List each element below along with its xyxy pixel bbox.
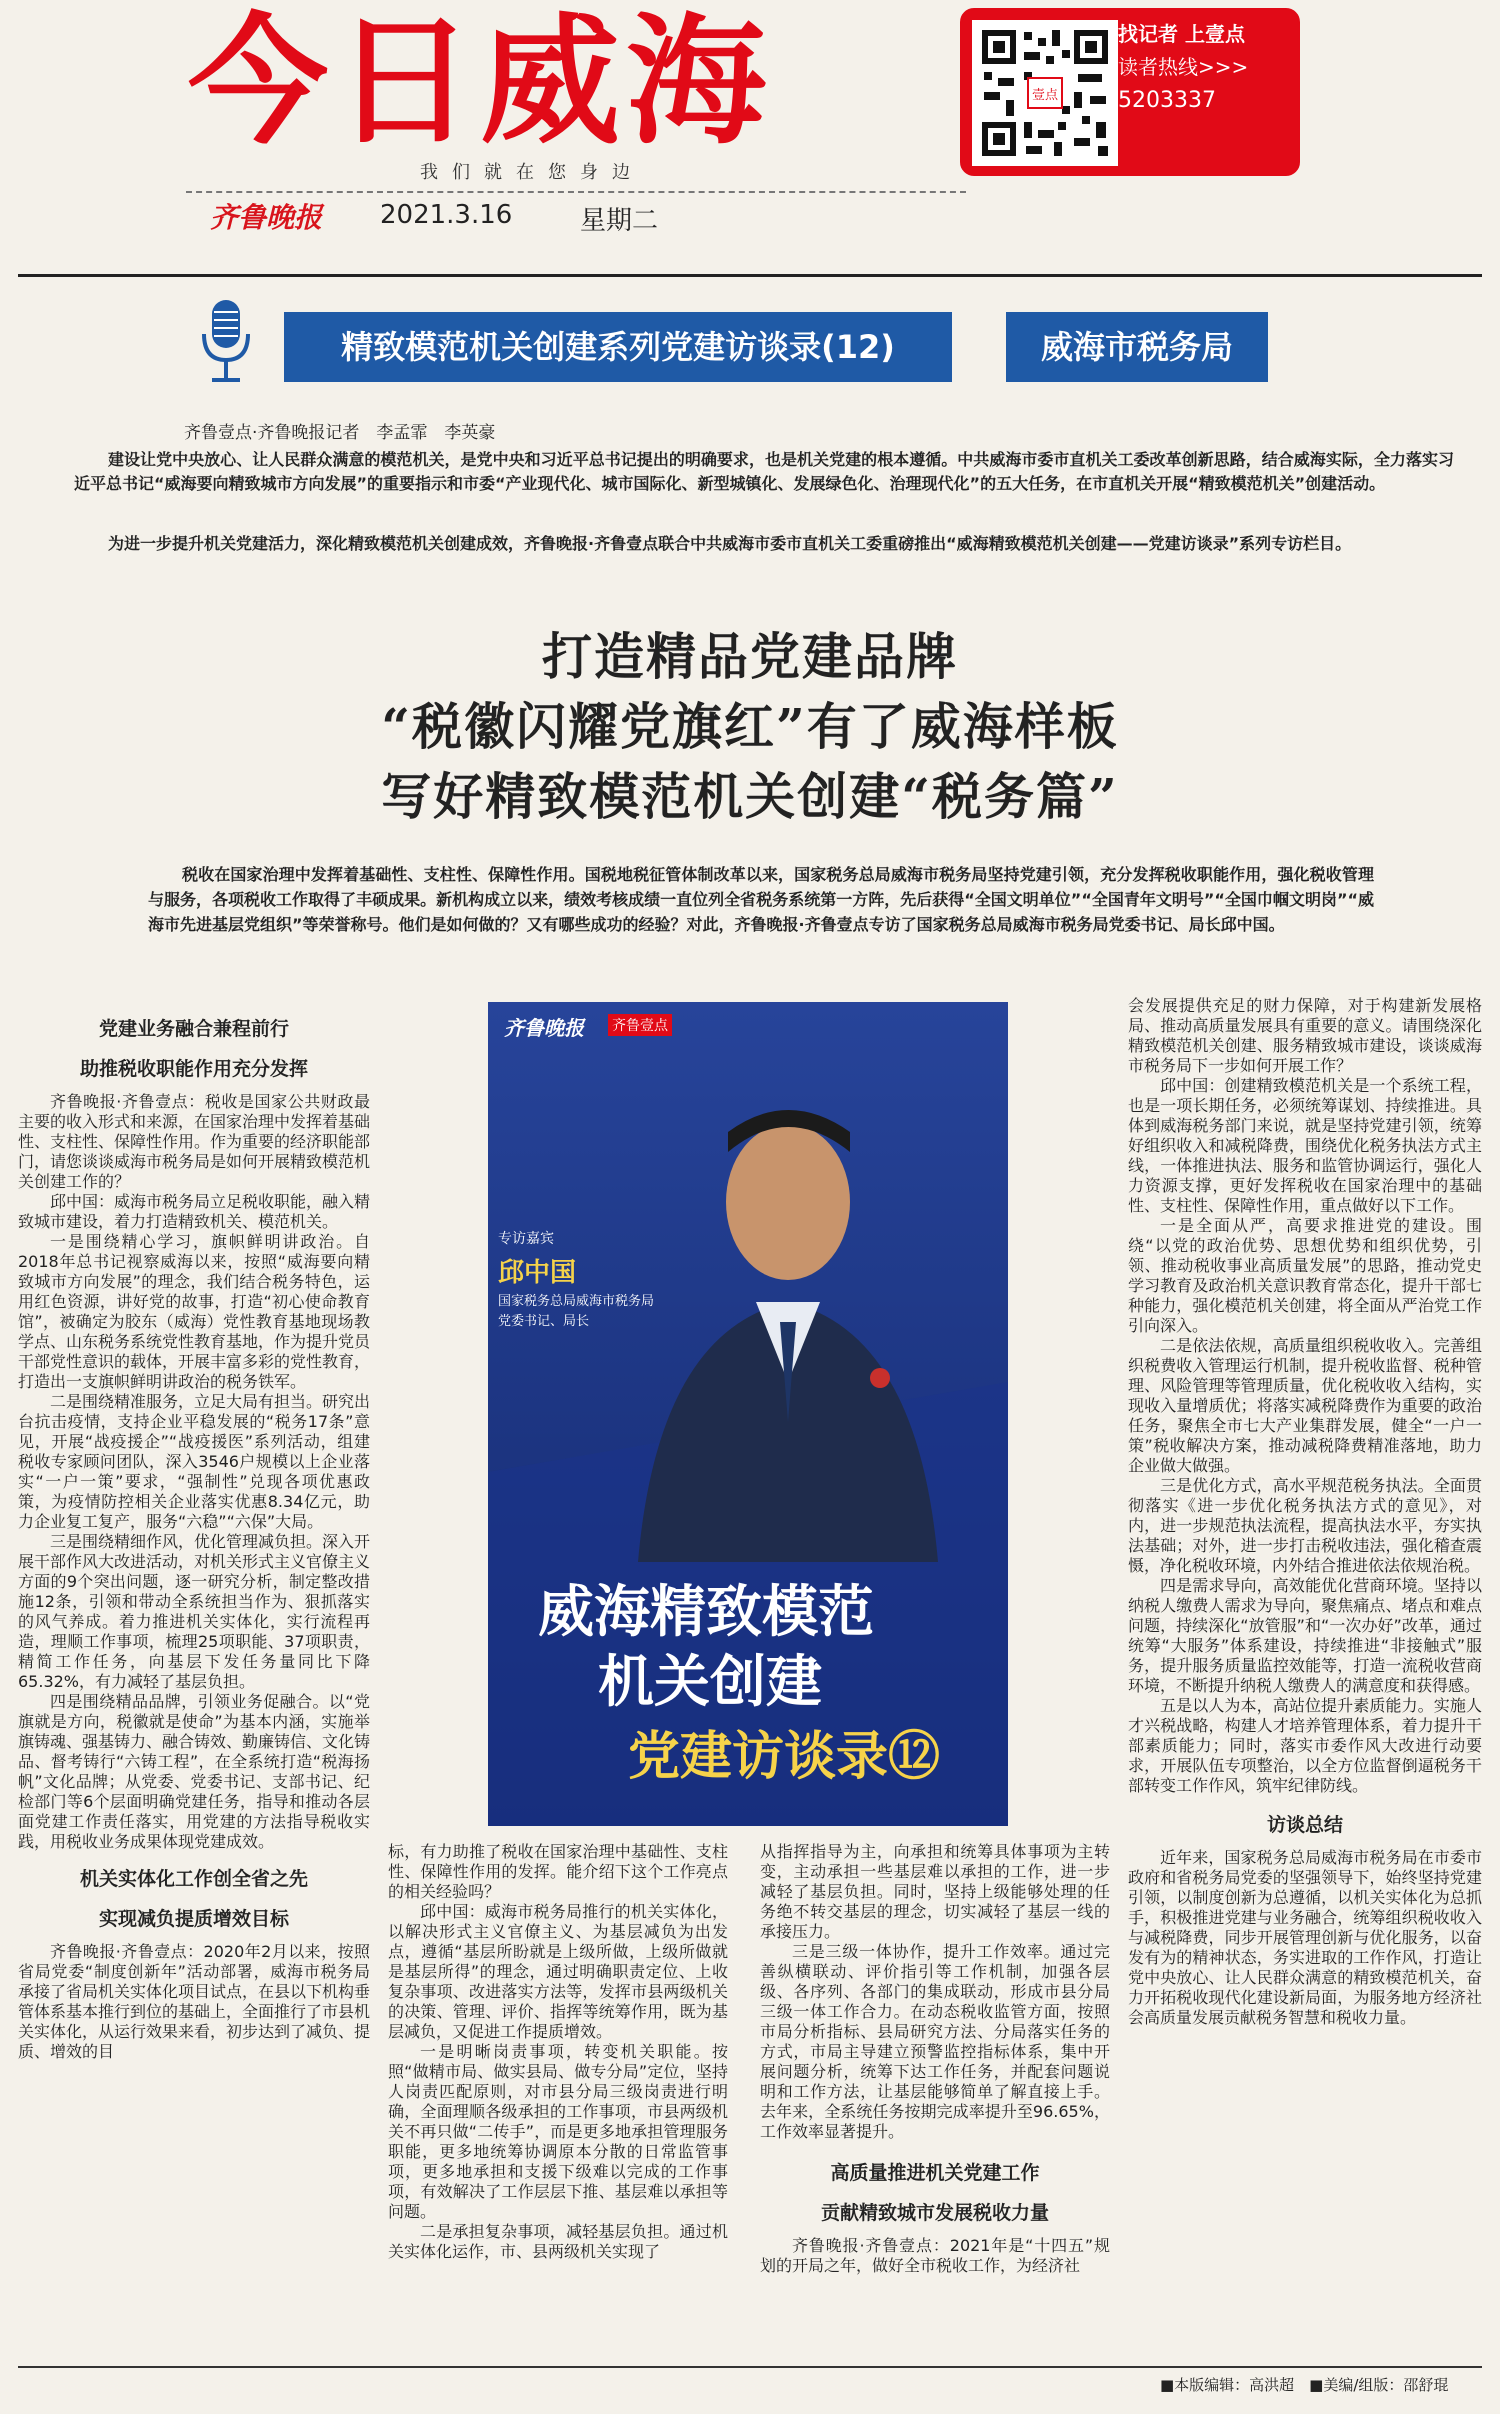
intro-paragraph-2: 为进一步提升机关党建活力，深化精致模范机关创建成效，齐鲁晚报·齐鲁壹点联合中共威海市委市直机关工委重磅推出“威海精致模范机关创建——党建访谈录”系列专访栏目。 — [108, 534, 1352, 553]
col2-paragraph: 标，有力助推了税收在国家治理中基础性、支柱性、保障性作用的发挥。能介绍下这个工作亮点的相关经验吗？ — [388, 1842, 728, 1901]
lead-paragraph: 税收在国家治理中发挥着基础性、支柱性、保障性作用。国税地税征管体制改革以来，国家税务总局威海市税务局坚持党建引领，充分发挥税收职能作用，强化税收管理与服务，各项税收工作取得了丰硕成果。新机构成立以来，绩效考核成绩一直位列全省税务系统第一方阵，先后获得“全国文明单位”“全国青年文明号”“全国巾帼文明岗”“威海市先进基层党组织”等荣誉称号。他们是如何做的？又有哪些成功的经验？对此，齐鲁晚报·齐鲁壹点专访了国家税务总局威海市税务局党委书记、局长邱中国。 — [148, 865, 1374, 934]
column-2 — [388, 1842, 728, 2262]
col3-paragraph: 三是三级一体协作，提升工作效率。通过完善纵横联动、评价指引等工作机制，加强各层级、各序列、各部门的集成联动，形成市县分局三级一体工作合力。在动态税收监管方面，按照市局分析指标、县局研究方法、分局落实任务的方式，市局主导建立预警监控指标体系，集中开展问题分析，统筹下达工作任务，并配套问题说明和工作方法，让基层能够简单了解直接上手。去年来，全系统任务按期完成率提升至96.65%，工作效率显著提升。 — [760, 1942, 1110, 2141]
masthead-slogan: 我们就在您身边 — [420, 162, 644, 183]
graphic-logo: 齐鲁晚报 — [504, 1016, 584, 1040]
newspaper-logo: 齐鲁晚报 — [210, 201, 323, 234]
col1-paragraph: 齐鲁晚报·齐鲁壹点：2020年2月以来，按照省局党委“制度创新年”活动部署，威海市税务局承接了省局机关实体化项目试点，在县以下机构垂管体系基本推行到位的基础上，全面推行了市县机关实体化，从运行效果来看，初步达到了减负、提质、增效的目 — [18, 1942, 371, 2061]
col3-paragraph: 从指挥指导为主，向承担和统筹具体事项为主转变，主动承担一些基层难以承担的工作，进一步减轻了基层负担。同时，坚持上级能够处理的任务绝不转交基层的理念，切实减轻了基层一线的承接压力。 — [760, 1842, 1110, 1941]
col1-paragraph: 齐鲁晚报·齐鲁壹点：税收是国家公共财政最主要的收入形式和来源，在国家治理中发挥着基础性、支柱性、保障性作用。作为重要的经济职能部门，请您谈谈威海市税务局是如何开展精致模范机关创建工作的？ — [18, 1092, 371, 1191]
contact-info — [1118, 18, 1292, 117]
col1-subhead-2a: 机关实体化工作创全省之先 — [79, 1868, 308, 1890]
intro-paragraph-1: 建设让党中央放心、让人民群众满意的模范机关，是党中央和习近平总书记提出的明确要求，也是机关党建的根本遵循。中共威海市委市直机关工委改革创新思路，结合威海实际，全力落实习近平总书记“威海要向精致城市方向发展”的重要指示和市委“产业现代化、城市国际化、新型城镇化、发展绿色化、治理现代化”的五大任务，在市直机关开展“精致模范机关”创建活动。 — [74, 450, 1454, 493]
graphic-title-line-1: 威海精致模范 — [538, 1580, 874, 1645]
col4-paragraph: 二是依法依规，高质量组织税收收入。完善组织税费收入管理运行机制，提升税收监督、税种管理、风险管理等管理质量，优化税收收入结构，实现收入量增质优；将落实减税降费作为重要的政治任务，聚焦全市七大产业集群发展，健全“一户一策”税收解决方案，推动减税降费精准落地，助力企业做大做强。 — [1128, 1336, 1482, 1475]
graphic-title-line-2: 机关创建 — [598, 1650, 822, 1715]
headline-line-1: 打造精品党建品牌 — [542, 627, 958, 686]
column-1 — [18, 1006, 370, 2062]
series-banner: 精致模范机关创建系列党建访谈录(12) — [284, 312, 952, 382]
graphic-title-line-3: 党建访谈录⑫ — [628, 1727, 941, 1787]
masthead-bottom-rule — [18, 274, 1482, 277]
column-4 — [1128, 996, 1482, 2028]
footer-credits: ■本版编辑：高洪超 ■美编/组版：邵舒琨 — [1160, 2376, 1449, 2394]
column-3 — [760, 1842, 1110, 2276]
col1-subhead-2b: 实现减负提质增效目标 — [98, 1908, 289, 1930]
org-banner: 威海市税务局 — [1006, 312, 1268, 382]
graphic-role-line-1: 国家税务总局威海市税务局 — [498, 1294, 655, 1309]
microphone-icon — [196, 298, 256, 388]
col1-paragraph: 邱中国：威海市税务局立足税收职能，融入精致城市建设，着力打造精致机关、模范机关。 — [18, 1192, 371, 1231]
graphic-name: 邱中国 — [498, 1258, 577, 1288]
col4-paragraph: 四是需求导向，高效能优化营商环境。坚持以纳税人缴费人需求为导向，聚焦痛点、堵点和难点问题，持续深化“放管服”和“一次办好”改革，通过统筹“大服务”体系建设，持续推进“非接触式”服务，提升服务质量监控效能等，打造一流税收营商环境，不断提升纳税人缴费人的满意度和获得感。 — [1128, 1576, 1482, 1695]
graphic-role-line-2: 党委书记、局长 — [498, 1314, 590, 1329]
graphic-tag: 专访嘉宾 — [498, 1231, 554, 1247]
headline-line-3: 写好精致模范机关创建“税务篇” — [381, 767, 1119, 826]
byline: 齐鲁壹点·齐鲁晚报记者 李孟霏 李英豪 — [184, 423, 496, 443]
col2-paragraph: 一是明晰岗责事项，转变机关职能。按照“做精市局、做实县局、做专分局”定位，坚持人岗责匹配原则，对市县分局三级岗责进行明确，全面理顺各级承担的工作事项，市县两级机关不再只做“二传手”，而是更多地承担管理服务职能，更多地统筹协调原本分散的日常监管事项，更多地承担和支援下级难以完成的工作事项，有效解决了工作层层下推、基层难以承担等问题。 — [388, 2042, 728, 2221]
col1-subhead-1b: 助推税收职能作用充分发挥 — [79, 1058, 308, 1080]
footer-rule — [18, 2366, 1482, 2368]
col4-paragraph: 近年来，国家税务总局威海市税务局在市委市政府和省税务局党委的坚强领导下，始终坚持党建引领，以制度创新为总遵循，以机关实体化为总抓手，积极推进党建与业务融合，统筹组织税收收入与减税降费，同步开展管理创新与优化服务，以奋发有为的精神状态，务实进取的工作作风，打造让党中央放心、让人民群众满意的精致模范机关，奋力开拓税收现代化建设新局面，为服务地方经济社会高质量发展贡献税务智慧和税收力量。 — [1128, 1848, 1482, 2027]
contact-hotline-label: 读者热线>>> — [1118, 55, 1249, 79]
col4-paragraph: 五是以人为本，高站位提升素质能力。实施人才兴税战略，构建人才培养管理体系，着力提升干部素质能力；同时，落实市委作风大改进行动要求，开展队伍专项整治，以全方位监督倒逼税务干部转变工作作风，筑牢纪律防线。 — [1128, 1696, 1482, 1795]
col2-paragraph: 二是承担复杂事项，减轻基层负担。通过机关实体化运作，市、县两级机关实现了 — [388, 2222, 728, 2261]
col3-subhead-b: 贡献精致城市发展税收力量 — [820, 2202, 1049, 2224]
col3-subhead-a: 高质量推进机关党建工作 — [830, 2162, 1040, 2184]
col1-paragraph: 一是围绕精心学习，旗帜鲜明讲政治。自2018年总书记视察威海以来，按照“威海要向精致城市方向发展”的理念，我们结合税务特色，运用红色资源，讲好党的故事，打造“初心使命教育馆”，被确定为胶东（威海）党性教育基地现场教学点、山东税务系统党性教育基地，作为提升党员干部党性意识的载体，开展丰富多彩的党性教育，打造出一支旗帜鲜明讲政治的税务铁军。 — [18, 1232, 371, 1391]
col1-paragraph: 四是围绕精品品牌，引领业务促融合。以“党旗就是方向，税徽就是使命”为基本内涵，实施举旗铸魂、强基铸力、融合铸效、勤廉铸信、文化铸品、督考铸行“六铸工程”，在全系统打造“税海扬帆”文化品牌；从党委、党委书记、支部书记、纪检部门等6个层面明确党建任务，指导和推动各层面党建工作责任落实，用党建的方法指导税收实践，用税收业务成果体现党建成效。 — [18, 1692, 371, 1851]
col4-subhead: 访谈总结 — [1266, 1814, 1343, 1836]
graphic-logo-2: 齐鲁壹点 — [608, 1014, 672, 1036]
col1-paragraph: 二是围绕精准服务，立足大局有担当。研究出台抗击疫情，支持企业平稳发展的“税务17条”意见，开展“战疫援企”“战疫援医”系列活动，组建税收专家顾问团队，深入3546户规模以上企业落实“一户一策”要求，“强制性”兑现各项优惠政策，为疫情防控相关企业落实优惠8.34亿元，助力企业复工复产，服务“六稳”“六保”大局。 — [18, 1392, 371, 1531]
col4-paragraph: 会发展提供充足的财力保障，对于构建新发展格局、推动高质量发展具有重要的意义。请围绕深化精致模范机关创建、服务精致城市建设，谈谈威海市税务局下一步如何开展工作？ — [1128, 996, 1482, 1075]
contact-find-reporter: 找记者 上壹点 — [1118, 22, 1245, 46]
masthead-title: 今日威海 — [188, 1, 773, 164]
issue-weekday: 星期二 — [580, 206, 659, 236]
interview-graphic — [488, 1002, 1008, 1826]
masthead-dashed-rule — [186, 191, 966, 193]
col4-paragraph: 一是全面从严，高要求推进党的建设。围绕“以党的政治优势、思想优势和组织优势，引领、推动税收事业高质量发展”的思路，推动党史学习教育及政治机关意识教育常态化，提升干部七种能力，强化模范机关创建，将全面从严治党工作引向深入。 — [1128, 1216, 1482, 1335]
col1-subhead-1a: 党建业务融合兼程前行 — [98, 1018, 289, 1040]
contact-hotline-number[interactable]: 5203337 — [1118, 88, 1216, 113]
col2-paragraph: 邱中国：威海市税务局推行的机关实体化，以解决形式主义官僚主义、为基层减负为出发点，遵循“基层所盼就是上级所做，上级所做就是基层所得”的理念，通过明确职责定位、上收复杂事项、改进落实方法等，发挥市县两级机关的决策、管理、评价、指挥等统筹作用，既为基层减负，又促进工作提质增效。 — [388, 1902, 728, 2041]
col4-paragraph: 邱中国：创建精致模范机关是一个系统工程，也是一项长期任务，必须统筹谋划、持续推进。具体到威海税务部门来说，就是坚持党建引领，统筹好组织收入和减税降费，围绕优化税务执法方式主线，一体推进执法、服务和监管协调运行，强化人力资源支撑，更好发挥税收在国家治理中的基础性、支柱性、保障性作用，重点做好以下工作。 — [1128, 1076, 1482, 1215]
col3-paragraph: 齐鲁晚报·齐鲁壹点：2021年是“十四五”规划的开局之年，做好全市税收工作，为经济社 — [760, 2236, 1110, 2275]
col4-paragraph: 三是优化方式，高水平规范税务执法。全面贯彻落实《进一步优化税务执法方式的意见》，对内，进一步规范执法流程，提高执法水平，夯实执法基础；对外，进一步打击税收违法，强化稽查震慑，净化税收环境，内外结合推进依法依规治税。 — [1128, 1476, 1482, 1575]
qr-code-icon[interactable] — [978, 26, 1112, 160]
graphic-role — [498, 1292, 654, 1332]
col1-paragraph: 三是围绕精细作风，优化管理减负担。深入开展干部作风大改进活动，对机关形式主义官僚主义方面的9个突出问题，逐一研究分析，制定整改措施12条，引领和带动全系统担当作为、狠抓落实的风气养成。着力推进机关实体化，实行流程再造，理顺工作事项，梳理25项职能、37项职责，精简工作任务，向基层下发任务量同比下降65.32%，有力减轻了基层负担。 — [18, 1532, 371, 1691]
qr-label: 壹点 — [1031, 88, 1059, 103]
issue-date: 2021.3.16 — [380, 200, 513, 230]
headline-line-2: “税徽闪耀党旗红”有了威海样板 — [381, 697, 1119, 756]
